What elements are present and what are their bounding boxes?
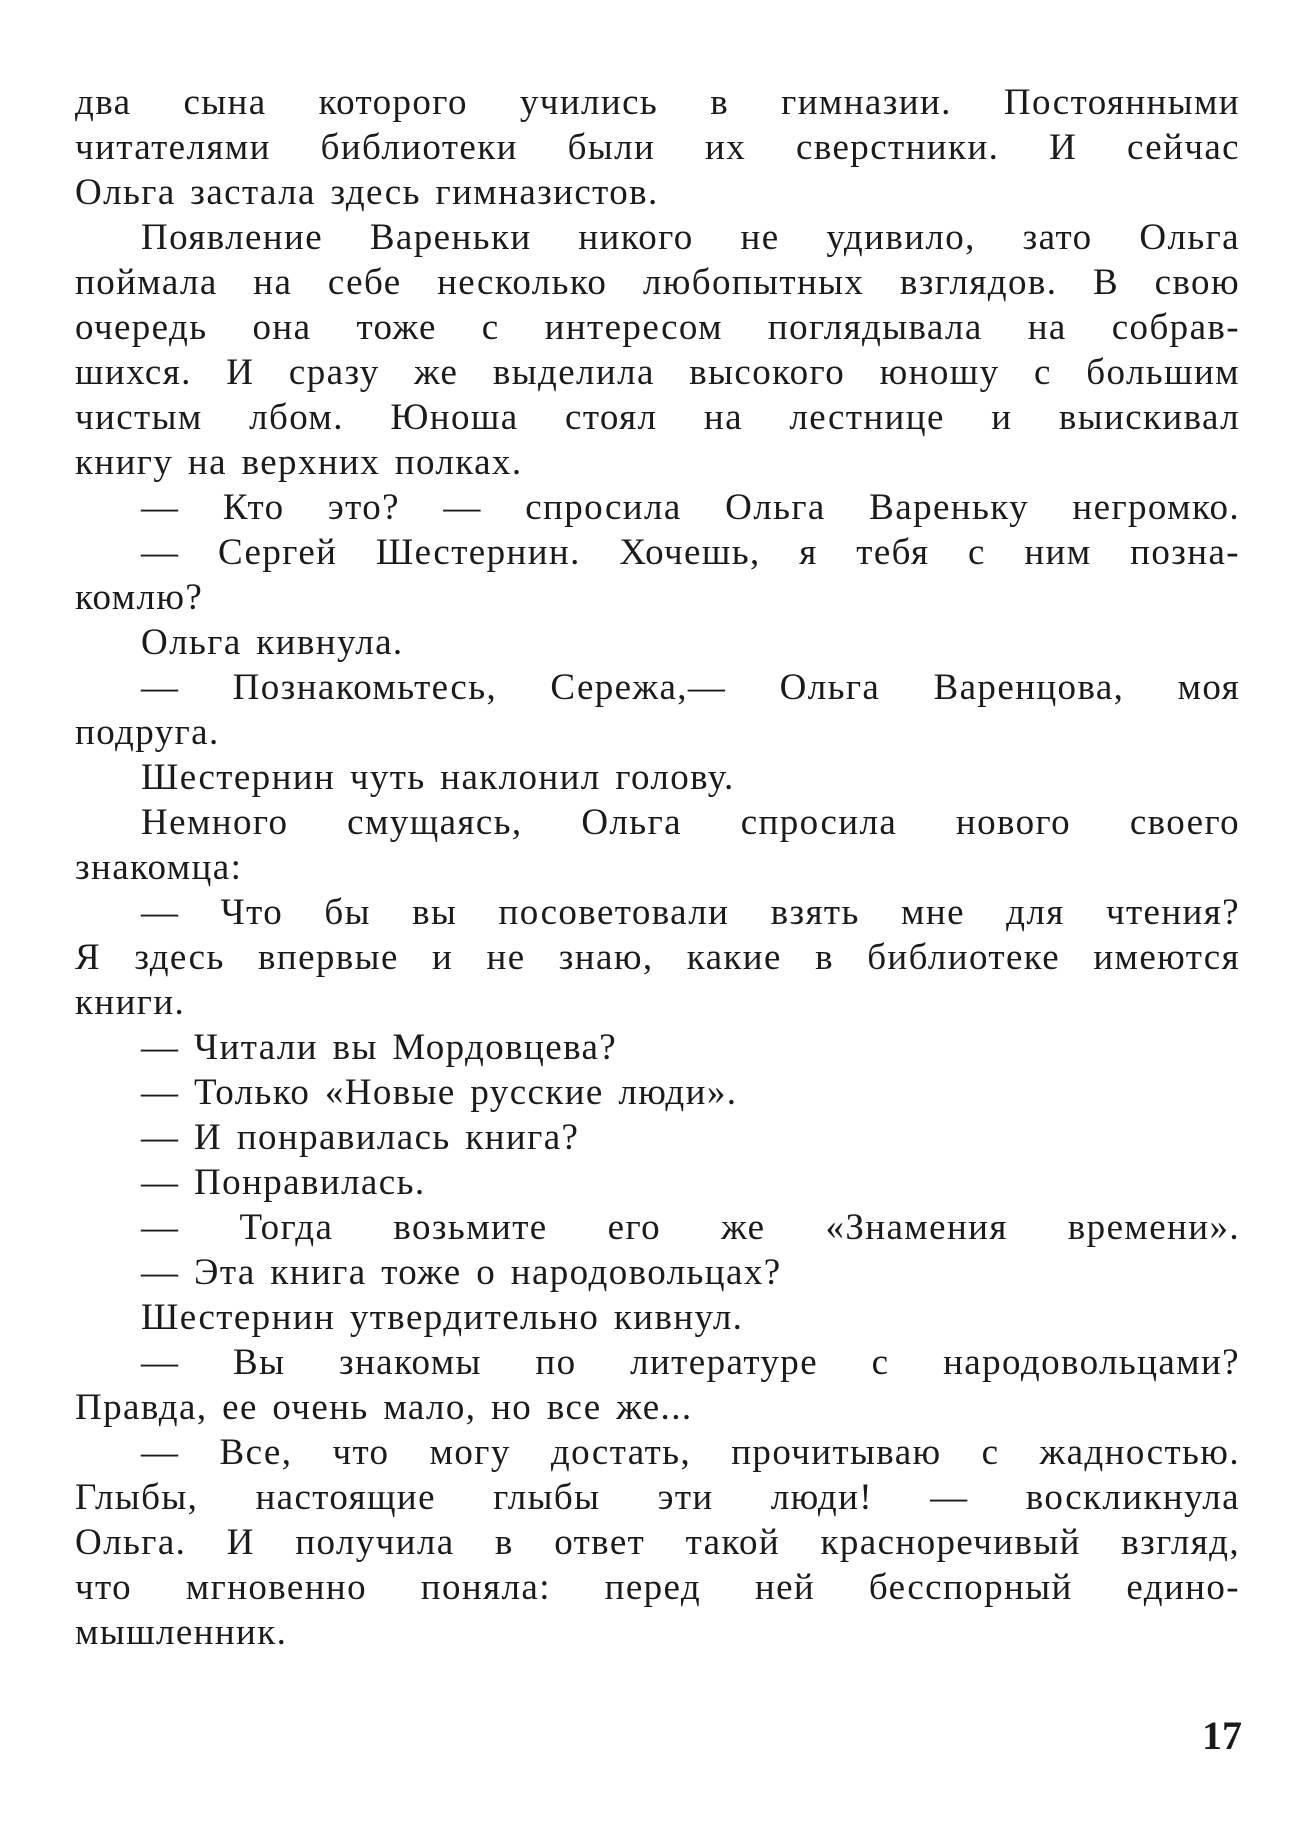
text-line: поймала на себе несколько любопытных взглядов. В свою (75, 262, 1240, 303)
text-line: Ольга кивнула. (141, 622, 404, 663)
text-line: — Познакомьтесь, Сережа,— Ольга Варенцова, моя (141, 667, 1240, 708)
text-line: Немного смущаясь, Ольга спросила нового своего (141, 802, 1240, 843)
text-line: подруга. (75, 712, 220, 753)
text-line: — Читали вы Мордовцева? (141, 1027, 618, 1068)
text-line: — И понравилась книга? (141, 1117, 580, 1158)
text-line: мышленник. (75, 1612, 288, 1653)
text-line: Ольга застала здесь гимназистов. (75, 172, 659, 213)
text-line: очередь она тоже с интересом поглядывала на собрав- (75, 307, 1240, 348)
text-line: — Сергей Шестернин. Хочешь, я тебя с ним позна- (141, 532, 1240, 573)
page-text (75, 80, 1240, 1655)
text-line: — Кто это? — спросила Ольга Вареньку негромко. (141, 487, 1240, 528)
text-line: комлю? (75, 577, 204, 618)
text-line: Правда, ее очень мало, но все же... (75, 1387, 693, 1428)
text-line: знакомца: (75, 847, 243, 888)
text-line: — Что бы вы посоветовали взять мне для чтения? (141, 892, 1240, 933)
text-line: Шестернин утвердительно кивнул. (141, 1297, 744, 1338)
text-line: два сына которого учились в гимназии. Постоянными (75, 82, 1240, 123)
text-line: Появление Вареньки никого не удивило, зато Ольга (141, 217, 1240, 258)
text-line: — Понравилась. (141, 1162, 426, 1203)
text-line: книгу на верхних полках. (75, 442, 523, 483)
text-line: читателями библиотеки были их сверстники. И сейчас (75, 127, 1240, 168)
text-line: Глыбы, настоящие глыбы эти люди! — воскликнула (75, 1477, 1240, 1518)
text-line: Шестернин чуть наклонил голову. (141, 757, 735, 798)
text-line: — Вы знакомы по литературе с народовольцами? (141, 1342, 1240, 1383)
text-line: что мгновенно поняла: перед ней бесспорный едино- (75, 1567, 1240, 1608)
text-line: книги. (75, 982, 186, 1023)
text-line: чистым лбом. Юноша стоял на лестнице и выискивал (75, 397, 1240, 438)
text-line: — Все, что могу достать, прочитываю с жадностью. (141, 1432, 1240, 1473)
text-line: — Только «Новые русские люди». (141, 1072, 738, 1113)
text-line: Я здесь впервые и не знаю, какие в библиотеке имеются (75, 937, 1240, 978)
text-line: — Эта книга тоже о народовольцах? (141, 1252, 782, 1293)
text-line: Ольга. И получила в ответ такой красноречивый взгляд, (75, 1522, 1240, 1563)
text-line: — Тогда возьмите его же «Знамения времени». (141, 1207, 1240, 1248)
page-number: 17 (1202, 1713, 1242, 1758)
text-line: шихся. И сразу же выделила высокого юношу с большим (75, 352, 1240, 393)
